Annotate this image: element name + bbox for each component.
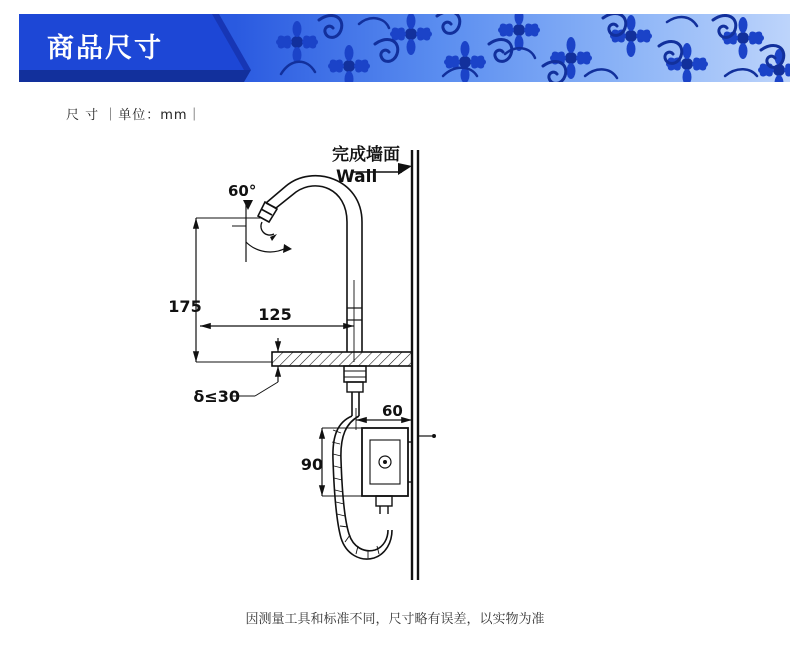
wall-tick [418,434,436,438]
banner-tab-shadow [19,70,251,82]
annotation-angle-60: 60° [228,182,257,200]
page-title: 商品尺寸 [47,33,163,64]
faucet-column [347,222,362,352]
sensor-window [347,308,362,320]
faucet-technical-drawing-svg [0,130,790,600]
section-header-banner [19,14,790,82]
annotation-box-height-90: 90 [300,455,324,474]
mounting-shank [344,366,366,416]
control-box [362,428,412,514]
wall-label-en: Wall [336,167,378,187]
annotation-offset-60: 60 [382,402,403,420]
annotation-reach-125: 125 [258,305,292,324]
wall-label-cn: 完成墙面 [332,145,400,165]
dimension-diagram [0,130,790,600]
annotation-height-175: 175 [168,297,202,316]
wall-line [412,150,418,580]
dim-height-175 [196,218,272,362]
countertop [272,352,412,366]
disclaimer-note: 因测量工具和标准不同，尺寸略有误差，以实物为准 [245,612,545,627]
annotation-deck-thickness: δ≤30 [193,387,240,406]
unit-label: 尺 寸 ｜单位：mm｜ [66,108,202,123]
